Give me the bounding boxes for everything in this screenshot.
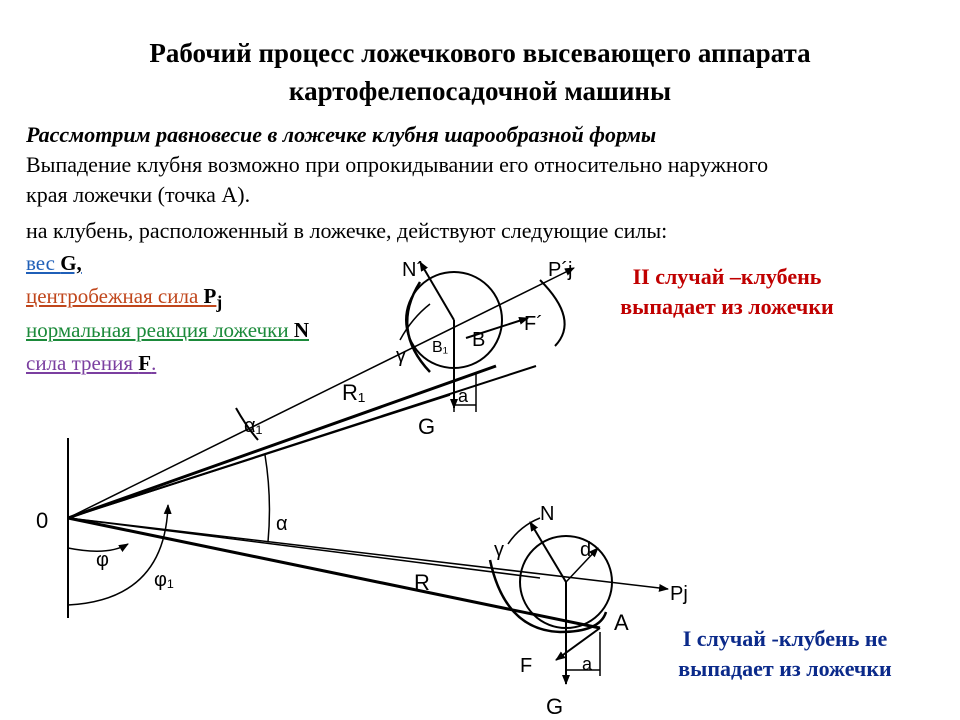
force-centrifugal-text: центробежная сила [26,284,204,308]
gamma-top-label: γ [396,345,406,367]
case-2-line-2: выпадает из ложечки [620,294,834,319]
case-2-line-1: II случай –клубень [632,264,822,289]
g-top-label: G [418,414,436,439]
g-bottom-label: G [546,694,564,719]
title-line-1: Рабочий процесс ложечкового высевающего аппарата [149,38,811,68]
r1-label: R₁ [342,380,366,405]
gamma-bottom-label: γ [494,539,504,561]
paragraph-3: на клубень, расположенный в ложечке, действуют следующие силы: [26,218,668,243]
alpha-arc [265,455,269,542]
title-line-2: картофелепосадочной машины [288,76,672,106]
force-normal-symbol: N [293,318,309,342]
alpha1-label: α₁ [244,415,263,437]
b1-label: B₁ [432,339,449,356]
case-1-line-1: I случай -клубень не [682,626,888,651]
subtitle: Рассмотрим равновесие в ложечке клубня шарообразной формы [26,122,657,147]
upper-gamma-arc [400,304,430,340]
phi1-label: φ₁ [154,569,174,591]
upper-pj-arrow [68,268,574,518]
b-label: B [472,329,486,351]
d-label: d [580,539,592,561]
upper-f-arc [540,280,565,346]
pj-label: Pj [670,583,688,605]
phi-label: φ [96,549,109,571]
paragraph-2: края ложечки (точка А). [26,182,251,207]
force-friction-text: сила трения [26,351,139,375]
n-label: N [540,503,555,525]
a-point-label: A [614,610,629,635]
force-centrifugal-symbol: P [203,284,217,308]
f-prime-label: F´ [524,313,543,335]
force-normal-text: нормальная реакция ложечки [26,318,294,342]
p-prime-j-label: P´j [548,259,573,281]
force-centrifugal-subscript: j [216,292,223,313]
f-label: F [520,655,533,677]
origin-label: 0 [36,508,49,533]
a-top-label: a [458,386,469,406]
r-label: R [414,570,430,595]
upper-arm-line [68,366,496,518]
force-weight-symbol: G, [60,251,82,275]
force-weight-text: вес [26,251,61,275]
alpha-label: α [276,513,288,535]
upper-n-arrow [420,262,454,320]
force-friction-symbol: F [138,351,152,375]
upper-arm-line-3 [68,395,450,518]
paragraph-1: Выпадение клубня возможно при опрокидывании его относительно наружного [26,152,769,177]
force-friction-tail: . [151,351,157,375]
n-prime-label: N´ [402,259,424,281]
a-bottom-label: a [582,654,593,674]
case-1-line-2: выпадает из ложечки [678,656,892,681]
